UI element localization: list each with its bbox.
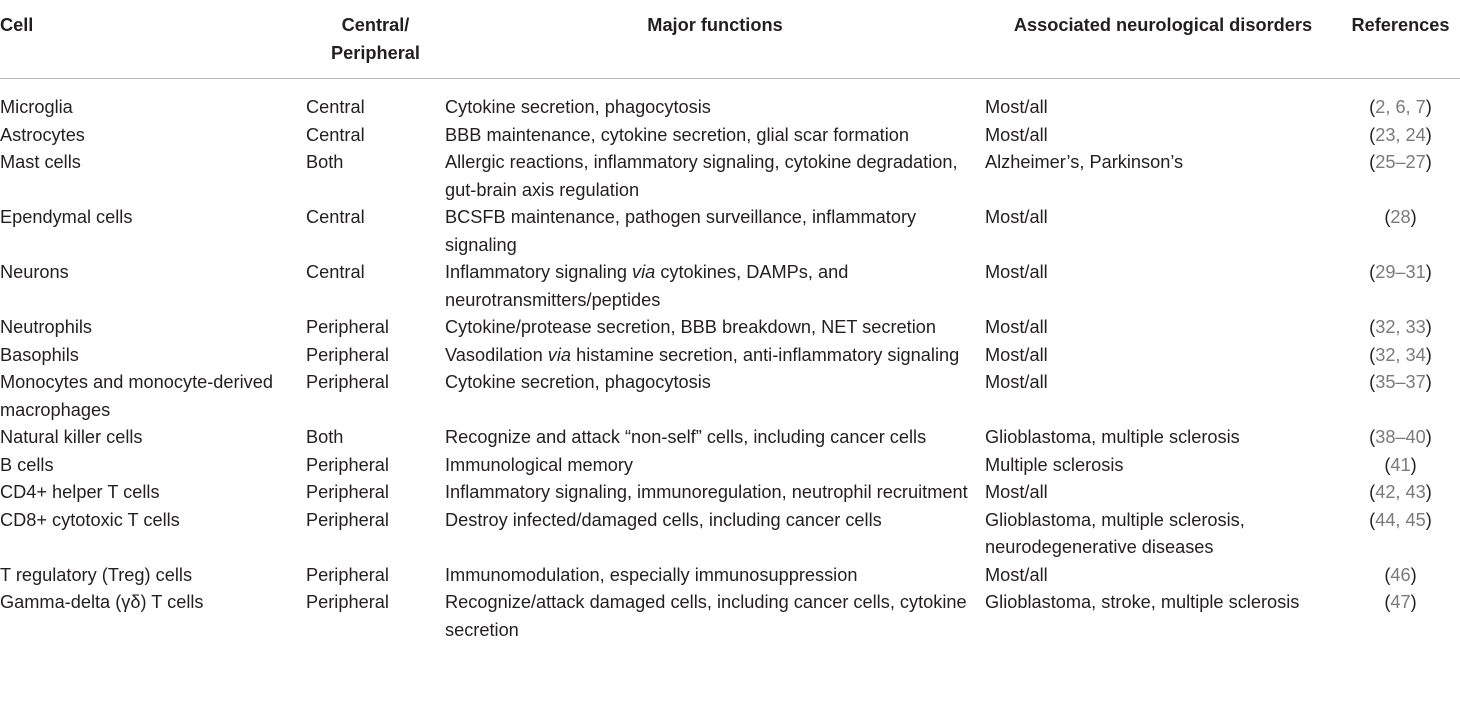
row-location: Peripheral [306,482,389,502]
row-references[interactable]: 23, 24 [1375,124,1426,145]
row-disorders: Most/all [985,482,1048,502]
header-location [306,0,445,79]
row-disorders: Glioblastoma, stroke, multiple sclerosis [985,592,1300,612]
table-row: Microglia Central Cytokine secretion, phagocytosis Most/all (2, 6, 7) [0,97,1432,117]
table-body [0,79,1460,645]
row-cell: Ependymal cells [0,207,133,227]
row-references[interactable]: 29–31 [1375,262,1426,282]
row-location: Central [306,97,365,117]
row-location: Peripheral [306,317,389,337]
row-functions: Cytokine/protease secretion, BBB breakdown, NET secretion [445,317,936,337]
row-cell: T regulatory (Treg) cells [0,564,193,585]
row-references[interactable]: 38–40 [1375,427,1426,447]
row-location: Central [306,207,365,227]
row-disorders: Most/all [985,317,1048,337]
row-functions: Immunological memory [445,454,633,475]
row-references[interactable]: 41 [1390,454,1411,475]
row-cell: Monocytes and monocyte-derived macrophages [0,372,273,420]
row-cell: Astrocytes [0,124,85,145]
row-location: Both [306,152,344,172]
row-location: Both [306,427,344,447]
row-references[interactable]: 44, 45 [1375,509,1426,530]
table-row: Neutrophils Peripheral Cytokine/protease secretion, BBB breakdown, NET secretion Most/all (32, 33) [0,317,1432,337]
row-cell: Gamma-delta (γδ) T cells [0,592,204,612]
row-location: Peripheral [306,372,389,392]
table-header [0,0,1460,79]
row-cell: Microglia [0,97,73,117]
row-disorders: Most/all [985,564,1048,585]
table-row: B cells Peripheral Immunological memory Multiple sclerosis (41) [0,454,1417,475]
row-location: Peripheral [306,509,389,530]
row-cell: Basophils [0,344,79,365]
header-row [0,0,1460,79]
table-row: CD4+ helper T cells Peripheral Inflammatory signaling, immunoregulation, neutrophil recruitment Most/all (42, 43) [0,482,1432,502]
row-disorders: Alzheimer’s, Parkinson’s [985,152,1184,172]
row-disorders: Most/all [985,97,1048,117]
row-references[interactable]: 25–27 [1375,152,1426,172]
row-location: Central [306,262,365,282]
row-disorders: Multiple sclerosis [985,454,1124,475]
row-location: Central [306,124,365,145]
row-references[interactable]: 46 [1390,564,1411,585]
row-functions: BCSFB maintenance, pathogen surveillance, inflammatory signaling [445,207,917,255]
row-references[interactable]: 32, 34 [1375,344,1426,365]
row-location: Peripheral [306,454,389,475]
header-references: References [1341,0,1460,79]
table-row: Natural killer cells Both Recognize and attack “non-self” cells, including cancer cells Glioblastoma, multiple sclerosis (38–40) [0,427,1432,447]
header-functions: Major functions [445,0,985,79]
row-cell: CD8+ cytotoxic T cells [0,509,180,530]
table-row: Basophils Peripheral Vasodilation via histamine secretion, anti-inflammatory signaling Most/all (32, 34) [0,342,1460,370]
row-references[interactable]: 47 [1390,592,1411,612]
row-cell: CD4+ helper T cells [0,482,160,502]
table-row: Mast cells Both Allergic reactions, inflammatory signaling, cytokine degradation, gut-brain axis regulation Alzheimer’s, Parkinson’s (25–27) [0,152,1432,200]
row-functions: BBB maintenance, cytokine secretion, glial scar formation [445,124,910,145]
table-row: Ependymal cells Central BCSFB maintenance, pathogen surveillance, inflammatory signaling Most/all (28) [0,207,1417,255]
table-row: CD8+ cytotoxic T cells Peripheral Destroy infected/damaged cells, including cancer cells Glioblastoma, multiple sclerosis, neurodegenerative diseases (44, 45) [0,509,1432,557]
row-cell: Mast cells [0,152,81,172]
row-functions: Cytokine secretion, phagocytosis [445,372,711,392]
row-cell: Neutrophils [0,317,92,337]
row-functions: Recognize/attack damaged cells, including cancer cells, cytokine secretion [445,592,967,640]
row-disorders: Most/all [985,124,1048,145]
table-row: Monocytes and monocyte-derived macrophages Peripheral Cytokine secretion, phagocytosis Most/all (35–37) [0,372,1432,420]
row-cell: B cells [0,454,54,475]
row-functions: Recognize and attack “non-self” cells, including cancer cells [445,427,927,447]
table-row: Gamma-delta (γδ) T cells Peripheral Recognize/attack damaged cells, including cancer cells, cytokine secretion Glioblastoma, stroke, multiple sclerosis (47) [0,592,1417,640]
row-location: Peripheral [306,564,389,585]
row-location: Peripheral [306,592,389,612]
table-row: T regulatory (Treg) cells Peripheral Immunomodulation, especially immunosuppression Most/all (46) [0,564,1417,585]
row-references[interactable]: 35–37 [1375,372,1426,392]
row-functions: Allergic reactions, inflammatory signaling, cytokine degradation, gut-brain axis regulation [445,152,958,200]
row-functions: Inflammatory signaling via cytokines, DAMPs, and neurotransmitters/peptides [445,262,849,310]
row-cell: Neurons [0,262,69,282]
row-disorders: Glioblastoma, multiple sclerosis [985,427,1240,447]
row-location: Peripheral [306,344,389,365]
row-references[interactable]: 32, 33 [1375,317,1426,337]
row-disorders: Most/all [985,344,1048,365]
row-disorders: Most/all [985,262,1048,282]
row-disorders: Most/all [985,372,1048,392]
table-row: Astrocytes Central BBB maintenance, cytokine secretion, glial scar formation Most/all (23, 24) [0,124,1432,145]
table-row: Neurons Central Inflammatory signaling via cytokines, DAMPs, and neurotransmitters/peptides Most/all (29–31) [0,259,1460,314]
row-functions: Immunomodulation, especially immunosuppression [445,564,858,585]
row-references[interactable]: 42, 43 [1375,482,1426,502]
header-cell: Cell [0,0,306,79]
row-functions: Destroy infected/damaged cells, including cancer cells [445,509,882,530]
row-functions: Inflammatory signaling, immunoregulation, neutrophil recruitment [445,482,968,502]
header-location-line2: Peripheral [331,42,420,63]
row-functions: Cytokine secretion, phagocytosis [445,97,711,117]
row-disorders: Glioblastoma, multiple sclerosis, neurodegenerative diseases [985,509,1245,557]
row-references[interactable]: 28 [1390,207,1411,227]
row-references[interactable]: 2, 6, 7 [1375,97,1426,117]
row-disorders: Most/all [985,207,1048,227]
header-location-line1: Central/ [341,15,410,35]
header-disorders: Associated neurological disorders [985,0,1341,79]
row-functions: Vasodilation via histamine secretion, anti-inflammatory signaling [445,344,960,365]
row-cell: Natural killer cells [0,427,143,447]
